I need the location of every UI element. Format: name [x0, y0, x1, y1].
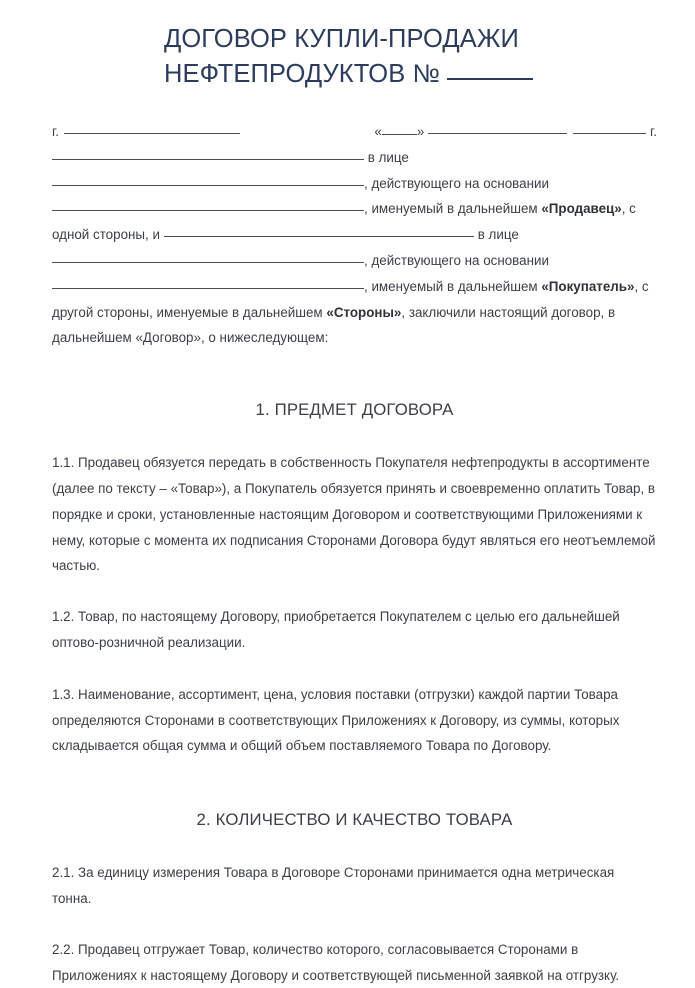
paragraph-2-2: 2.2. Продавец отгружает Товар, количество которого, согласовывается Сторонами в Приложениях к настоящему Договору и соответствующей письменной заявкой на отгрузку.	[52, 941, 620, 983]
hereinafter-seller-suffix: , с	[621, 201, 636, 217]
paragraph-2-1: 2.1. За единицу измерения Товара в Договоре Сторонами принимается одна метрическая тонна.	[52, 865, 615, 906]
acting-basis-label-2: , действующего на основании	[364, 252, 549, 268]
seller-term: «Продавец»	[541, 201, 622, 217]
seller-basis-line	[52, 196, 657, 222]
agreement-definition-line: дальнейшем «Договор», о нижеследующем:	[52, 330, 329, 346]
city-label: г.	[52, 124, 59, 139]
page-title	[52, 0, 657, 92]
paragraph-1-2: 1.2. Товар, по настоящему Договору, приобретается Покупателем с целью его дальнейшей оптово-розничной реализации.	[52, 609, 620, 650]
date-quote-close: »	[416, 124, 425, 139]
in-person-label-2: в лице	[477, 227, 519, 243]
buyer-basis-line	[52, 274, 657, 300]
buyer-name-line	[52, 222, 657, 248]
acting-basis-label: , действующего на основании	[364, 175, 549, 191]
paragraph-1-1: 1.1. Продавец обязуется передать в собственность Покупателя нефтепродукты в ассортименте (далее по тексту – «Товар»), а Покупатель обязуется принять и своевременно оплатить Товар, в порядке и сроки, установленные настоящим Договором и соответствующими Приложениями к нему, которые с момента их подписания Сторонами Договора будут являться его неотъемлемой частью.	[52, 455, 656, 574]
seller-basis-blank[interactable]	[52, 198, 364, 211]
contract-number-blank[interactable]	[447, 78, 533, 80]
city-blank[interactable]	[64, 121, 240, 134]
hereinafter-buyer-prefix: , именуемый в дальнейшем	[364, 278, 542, 294]
buyer-representative-blank[interactable]	[52, 250, 364, 263]
buyer-term: «Покупатель»	[541, 278, 635, 294]
other-party-suffix: , заключили настоящий договор, в	[401, 304, 616, 320]
seller-name-line	[52, 145, 657, 171]
hereinafter-seller-prefix: , именуемый в дальнейшем	[364, 201, 542, 217]
parties-term: «Стороны»	[326, 304, 402, 320]
one-party-label: одной стороны, и	[52, 227, 160, 243]
buyer-basis-blank[interactable]	[52, 276, 364, 289]
seller-name-blank[interactable]	[52, 147, 364, 160]
preamble-block	[52, 119, 657, 351]
day-blank[interactable]	[382, 122, 417, 135]
date-quote-open: «	[374, 124, 382, 139]
buyer-representative-line	[52, 248, 657, 274]
title-line-2: НЕФТЕПРОДУКТОВ №	[164, 60, 440, 88]
seller-representative-line	[52, 171, 657, 197]
buyer-name-blank[interactable]	[164, 224, 474, 237]
other-party-prefix: другой стороны, именуемые в дальнейшем	[52, 304, 327, 320]
city-and-date-row	[52, 119, 657, 145]
year-blank[interactable]	[573, 121, 646, 134]
section-heading-quantity: 2. КОЛИЧЕСТВО И КАЧЕСТВО ТОВАРА	[196, 810, 513, 830]
parties-line	[52, 300, 657, 326]
hereinafter-buyer-suffix: , с	[634, 278, 649, 294]
title-line-1: ДОГОВОР КУПЛИ-ПРОДАЖИ	[164, 25, 519, 53]
paragraph-1-3: 1.3. Наименование, ассортимент, цена, условия поставки (отгрузки) каждой партии Товара определяются Сторонами в соответствующих Приложениях к Договору, из суммы, которых складывается общая сумма и общий объем поставляемого Товара по Договору.	[52, 686, 620, 754]
year-suffix-label: г.	[650, 124, 657, 139]
in-person-label: в лице	[367, 149, 409, 165]
section-heading-subject: 1. ПРЕДМЕТ ДОГОВОРА	[255, 400, 454, 420]
seller-representative-blank[interactable]	[52, 173, 364, 186]
month-blank[interactable]	[428, 121, 567, 134]
city-field	[52, 119, 240, 145]
date-field	[374, 119, 657, 145]
